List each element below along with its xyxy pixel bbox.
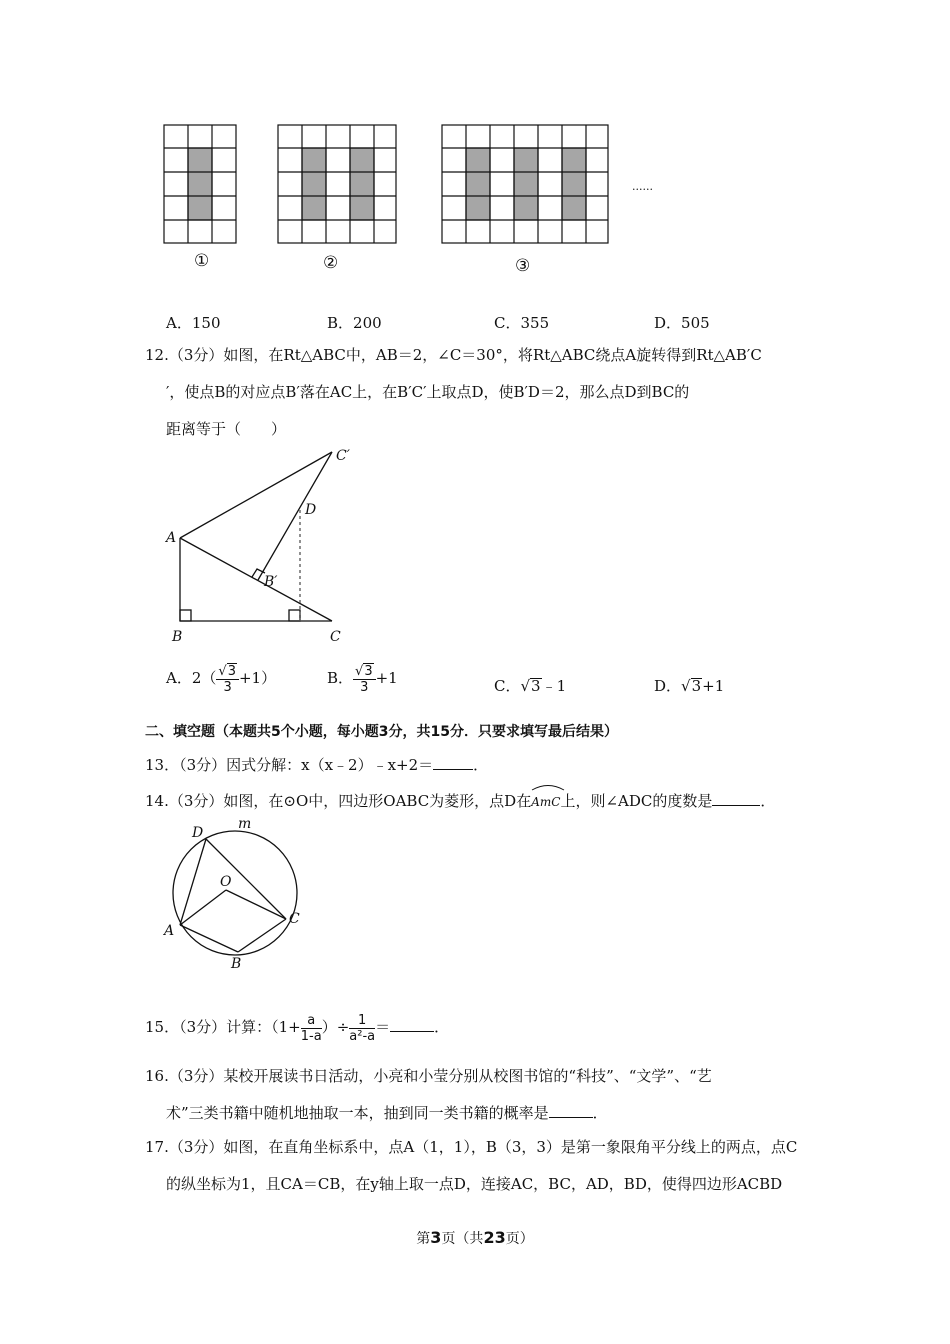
shaded-bar xyxy=(466,148,490,220)
segment-bc xyxy=(238,919,286,952)
q16-line-1: 16.（3分）某校开展读书日活动，小亮和小莹分别从校图书馆的“科技”、“文学”、“艺 xyxy=(145,1067,712,1085)
figure-label-2: ② xyxy=(323,253,339,273)
label-d: D xyxy=(192,825,204,841)
page-footer: 第3页（共23页） xyxy=(416,1228,534,1247)
segment-bpcp xyxy=(258,452,332,580)
answer-blank xyxy=(390,1017,434,1032)
segment-oc xyxy=(226,890,286,919)
q11-option-c: C．355 xyxy=(494,314,550,332)
q16-line-2: 术”三类书籍中随机地抽取一本，抽到同一类书籍的概率是 ． xyxy=(166,1104,608,1122)
q11-option-a: A．150 xyxy=(166,314,221,332)
segment-ab xyxy=(180,925,238,952)
q12-option-a: A．2（ $\frac{√3}{3}$ +1） xyxy=(166,664,277,695)
label-bp: B′ xyxy=(264,574,278,590)
q12-line-1: 12.（3分）如图，在Rt△ABC中，AB＝2，∠C＝30°，将Rt△ABC绕点A旋转得到Rt△AB′C xyxy=(145,346,762,364)
pattern-figures xyxy=(150,115,670,285)
q12-triangle-figure xyxy=(160,440,380,650)
figure-2 xyxy=(278,125,396,243)
continuation-dots: ...... xyxy=(632,180,653,193)
label-d: D xyxy=(305,502,317,518)
q12-option-d: D．√3+1 xyxy=(654,677,725,695)
shaded-bar xyxy=(350,148,374,220)
q14: 14.（3分）如图，在⊙O中，四边形OABC为菱形，点D在 AmC上，则∠ADC的度数是 ． xyxy=(145,788,775,812)
arc-symbol xyxy=(531,783,565,791)
shaded-bar xyxy=(188,148,212,220)
right-angle-b xyxy=(180,610,191,621)
segment-acp xyxy=(180,452,332,538)
figure-label-1: ① xyxy=(194,251,210,271)
shaded-bar xyxy=(514,148,538,220)
label-a: A xyxy=(166,530,177,546)
answer-blank xyxy=(712,791,760,806)
circle-o xyxy=(173,831,297,955)
label-c: C xyxy=(289,911,300,927)
q17-line-1: 17.（3分）如图，在直角坐标系中，点A（1，1），B（3，3）是第一象限角平分线上的两点，点C xyxy=(145,1138,798,1156)
q17-line-2: 的纵坐标为1，且CA＝CB，在y轴上取一点D，连接AC，BC，AD，BD，使得四边形ACBD xyxy=(166,1175,783,1193)
shaded-bar xyxy=(562,148,586,220)
q11-option-d: D．505 xyxy=(654,314,710,332)
q12-option-b: B． $\frac{√3}{3}$ +1 xyxy=(327,664,398,695)
label-b: B xyxy=(231,956,242,972)
shaded-bar xyxy=(302,148,326,220)
segment-dc xyxy=(206,839,286,919)
figure-3 xyxy=(442,125,608,243)
q11-option-b: B．200 xyxy=(327,314,382,332)
arc-amc: AmC xyxy=(531,788,560,812)
segment-da xyxy=(180,839,206,925)
label-o: O xyxy=(220,874,232,890)
q15: 15．（3分）计算：（1+ $\frac{a}{1-a}$ ）÷ $\frac{1}{\text{a²-a}}$ ＝ ． xyxy=(145,1012,450,1044)
figure-label-3: ③ xyxy=(515,256,531,276)
label-cp: C′ xyxy=(336,448,350,464)
q13: 13．（3分）因式分解：x（x﹣2）﹣x+2＝ ． xyxy=(145,756,489,774)
segment-ac xyxy=(180,538,332,621)
segment-oa xyxy=(180,890,226,925)
right-angle-foot xyxy=(289,610,300,621)
label-b: B xyxy=(172,629,183,645)
answer-blank xyxy=(549,1103,593,1118)
figure-1 xyxy=(164,125,236,243)
answer-blank xyxy=(433,755,473,770)
label-c: C xyxy=(330,629,341,645)
q12-option-c: C．√3﹣1 xyxy=(494,677,567,695)
label-a: A xyxy=(164,923,175,939)
q12-line-2: ′，使点B的对应点B′落在AC上，在B′C′上取点D，使B′D＝2，那么点D到BC的 xyxy=(166,383,690,401)
q14-circle-figure xyxy=(160,815,310,975)
label-m: m xyxy=(238,816,252,832)
section-2-heading: 二、填空题（本题共5个小题，每小题3分，共15分．只要求填写最后结果） xyxy=(145,724,618,740)
q12-line-3: 距离等于（ ） xyxy=(166,420,287,438)
